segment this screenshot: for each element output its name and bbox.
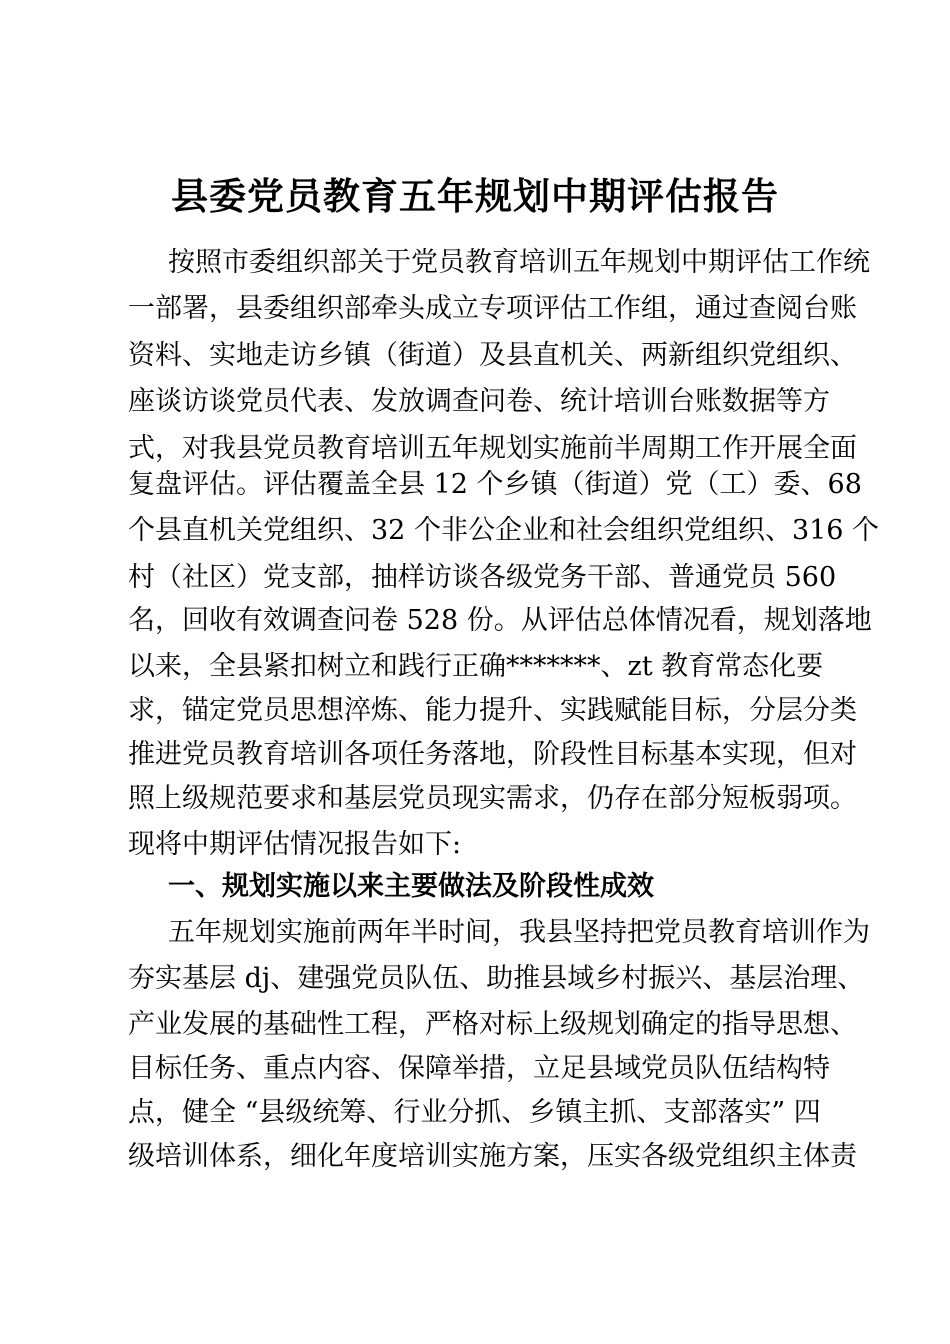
body-line: 座谈访谈党员代表、发放调查问卷、统计培训台账数据等方 (128, 386, 830, 417)
body-line: 现将中期评估情况报告如下: (128, 829, 462, 860)
body-line: 资料、实地走访乡镇（街道）及县直机关、两新组织党组织、 (128, 340, 857, 371)
section-heading: 一、规划实施以来主要做法及阶段性成效 (168, 871, 654, 902)
body-line: 级培训体系，细化年度培训实施方案，压实各级党组织主体责 (128, 1141, 857, 1172)
body-line: 目标任务、重点内容、保障举措，立足县域党员队伍结构特 (128, 1053, 830, 1084)
body-line: 个县直机关党组织、32 个非公企业和社会组织党组织、316 个 (128, 515, 880, 546)
body-line: 点，健全 “县级统筹、行业分抓、乡镇主抓、支部落实” 四 (128, 1097, 821, 1128)
body-line: 按照市委组织部关于党员教育培训五年规划中期评估工作统 (168, 247, 870, 278)
document-title: 县委党员教育五年规划中期评估报告 (171, 174, 779, 218)
body-line: 夯实基层 dj、建强党员队伍、助推县域乡村振兴、基层治理、 (128, 963, 865, 994)
body-line: 推进党员教育培训各项任务落地，阶段性目标基本实现，但对 (128, 739, 857, 770)
body-line: 照上级规范要求和基层党员现实需求，仍存在部分短板弱项。 (128, 783, 857, 814)
body-line: 复盘评估。评估覆盖全县 12 个乡镇（街道）党（工）委、68 (128, 469, 862, 500)
body-line: 村（社区）党支部，抽样访谈各级党务干部、普通党员 560 (128, 562, 837, 593)
body-line: 以来，全县紧扣树立和践行正确*******、zt 教育常态化要 (128, 651, 824, 682)
body-line: 名，回收有效调查问卷 528 份。从评估总体情况看，规划落地 (128, 605, 872, 636)
body-line: 求，锚定党员思想淬炼、能力提升、实践赋能目标，分层分类 (128, 695, 857, 726)
body-line: 产业发展的基础性工程，严格对标上级规划确定的指导思想、 (128, 1009, 857, 1040)
body-line: 式，对我县党员教育培训五年规划实施前半周期工作开展全面 (128, 433, 857, 464)
body-line: 五年规划实施前两年半时间，我县坚持把党员教育培训作为 (168, 917, 870, 948)
body-line: 一部署，县委组织部牵头成立专项评估工作组，通过查阅台账 (128, 293, 857, 324)
